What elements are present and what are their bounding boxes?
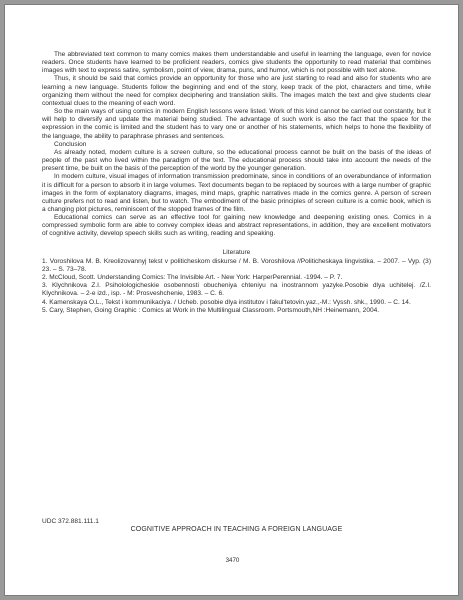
reference-item-3: 3. Klychnikova Z.I. Psiholologicheskie osobennosti obucheniya chteniyu na inostrannom yazyke.Posobie dlya uchitelej. /Z.I. Klychnikova. – 2-e izd., isp. - M: Prosveshchenie, 1983. – C. 6.: [42, 282, 431, 298]
page-content: [42, 51, 431, 315]
document-page: [4, 4, 459, 596]
reference-item-1: 1. Voroshilova M. B. Kreolizovannyj tekst v politicheskom diskurse / M. B. Voroshilova //Politicheskaya lingvistika. – 2007. – Vyp. (3) 23. – S. 73–78.: [42, 257, 431, 273]
literature-heading: Literature: [222, 248, 251, 256]
conclusion-paragraph-1: As already noted, modern culture is a screen culture, so the educational process cannot be built on the basis of the ideas of people of the past who lived within the paradigm of the text. The educational process should take into account the needs of the present time, be built on the basis of the perception of the world by the younger generation.: [42, 148, 431, 173]
body-paragraph-1: The abbreviated text common to many comics makes them understandable and useful in learning the language, even for novice readers. Once students have learned to be proficient readers, comics give students the opportunity to read material that combines images with text to express satire, symbolism, point of view, drama, puns, and humor, which is not possible with text alone.: [42, 51, 431, 75]
udc-code: UDC 372.881.111.1: [42, 518, 99, 525]
body-paragraph-2: Thus, it should be said that comics provide an opportunity for those who are just starting to read and also for students who are learning a new language. Students follow the beginning and end of the story, keep track of the plot, characters and time, while organizing them without the need for complex deciphering and translation skills. The images match the text and give students clear contextual clues to the meaning of each word.: [42, 75, 431, 107]
reference-item-5: 5. Cary, Stephen, Going Graphic : Comics at Work in the Multilingual Classroom. Portsmouth,NH :Heinemann, 2004.: [42, 306, 380, 314]
conclusion-heading: Conclusion: [54, 140, 87, 148]
page-number: 3470: [225, 557, 240, 564]
conclusion-paragraph-2: In modern culture, visual images of information transmission predominate, since in conditions of an overabundance of information it is difficult for a person to absorb it in large volumes. Text documents began to be replaced by sources with a large number of graphic images in the form of explanatory diagrams, images, mind maps, graphic narratives made in the comics genre. A person of screen culture prefers not to read and listen, but to watch. The embodiment of the basic principles of screen culture is a comic book, which is a changing plot pictures, reminiscent of the stopped frames of the film.: [42, 173, 431, 213]
next-article-title: COGNITIVE APPROACH IN TEACHING A FOREIGN LANGUAGE: [130, 526, 343, 533]
reference-item-2: 2. McCloud, Scott. Understanding Comics: The Invisible Art. - New York: HarperPerennial. -1994. – P. 7.: [42, 274, 343, 282]
body-paragraph-3: So the main ways of using comics in modern English lessons were listed. Work of this kind cannot be carried out constantly, but it will help to diversify and update the material being studied. The advantage of such work is also the fact that the space for the expression in the comic is limited and the student has to vary one or another of his statements, which helps to hone the flexibility of the language, the ability to paraphrase phrases and sentences.: [42, 108, 431, 140]
reference-item-4: 4. Kamenskaya O.L., Tekst i kommunikaciya. / Ucheb. posobie dlya institutov i fakul'tetovin.yaz.,-M.: Vyssh. shk., 1990. – C. 14.: [42, 298, 411, 306]
conclusion-paragraph-3: Educational comics can serve as an effective tool for gaining new knowledge and deepening existing ones. Comics in a compressed symbolic form are able to convey complex ideas and abstract representations, in addition, they are excellent motivators of cognitive activity, develop speech skills such as writing, reading and speaking.: [42, 214, 431, 238]
